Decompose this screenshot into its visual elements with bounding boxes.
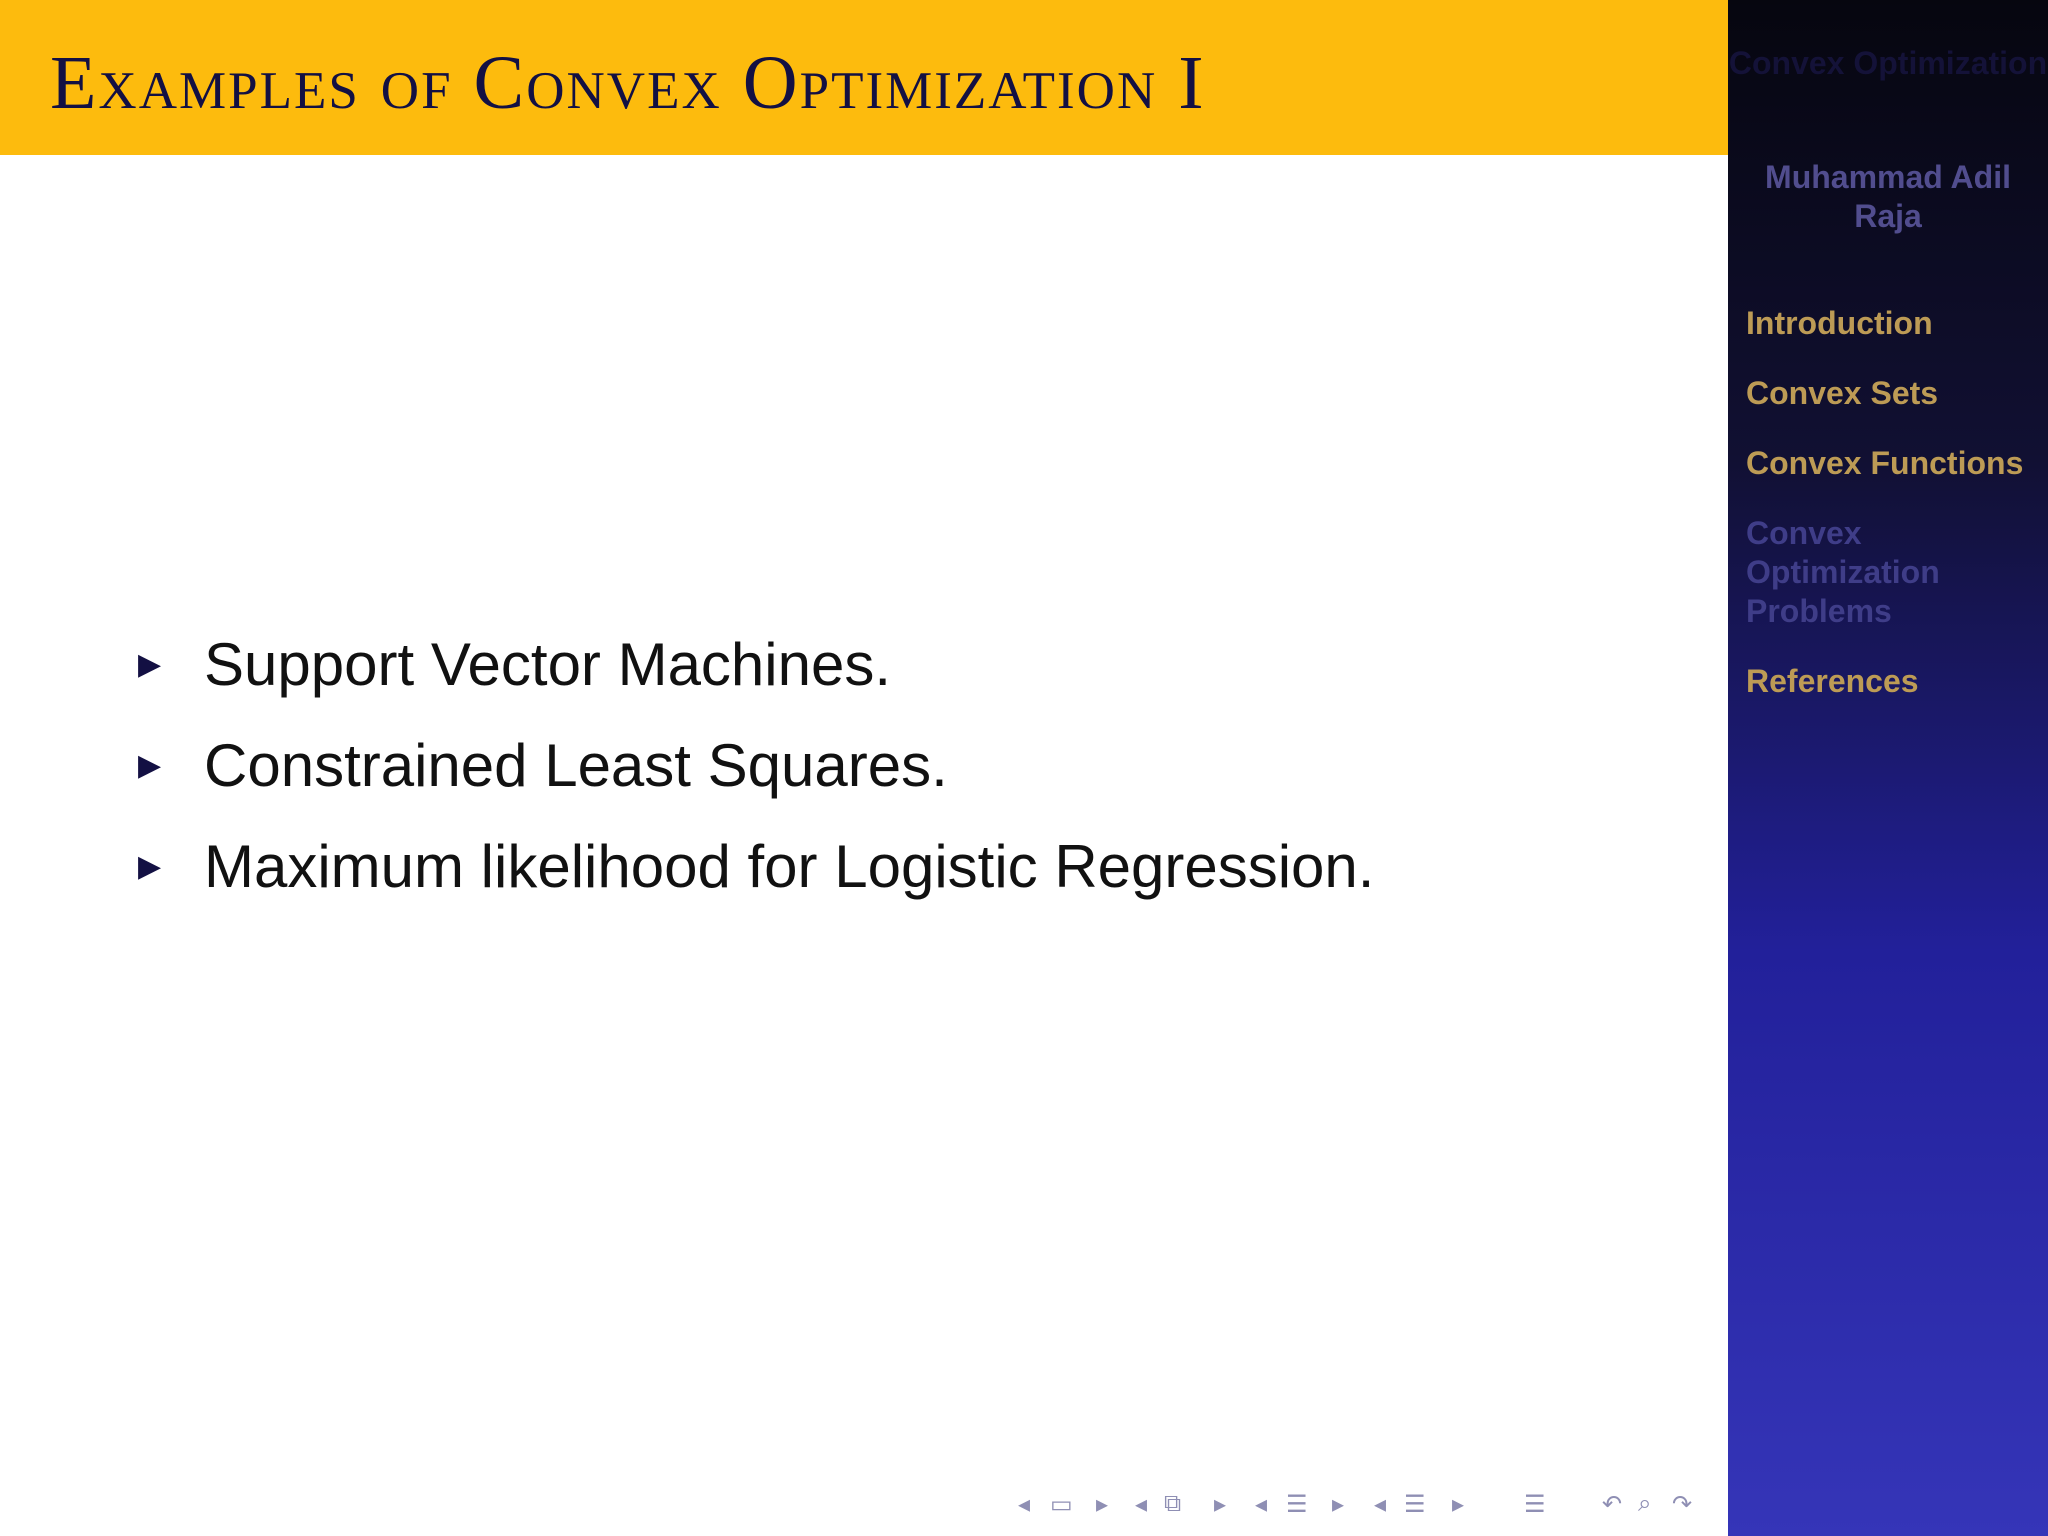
title-bar [0,0,1728,155]
author-name[interactable]: Muhammad Adil Raja [1765,159,2011,234]
bullet-triangle-icon: ▶ [138,850,162,883]
search-icon[interactable]: ⌕ [1638,1490,1652,1517]
bullet-list [138,614,1374,917]
slide-title: Examples of Convex Optimization I [50,41,1206,125]
bullet-triangle-icon: ▶ [138,749,162,782]
sidebar-item-convex-optimization-problems[interactable]: Convex Optimization Problems [1746,515,1940,629]
arrow-left-icon[interactable]: ◂ [1018,1491,1031,1518]
sidebar-item-convex-functions[interactable]: Convex Functions [1746,445,2024,481]
bullet-text: Constrained Least Squares. [204,732,948,799]
subsection-frames-icon[interactable]: ⧉ [1164,1490,1182,1517]
back-icon[interactable]: ↶ [1602,1491,1623,1518]
section-nav [1746,304,2036,732]
sidebar [1728,0,2048,1536]
outline-icon[interactable]: ☰ [1524,1491,1546,1518]
arrow-right-icon[interactable]: ▸ [1452,1491,1465,1518]
arrow-left-icon[interactable]: ◂ [1135,1491,1148,1518]
slide-frame-icon[interactable]: ▭ [1050,1491,1073,1518]
sidebar-item-introduction[interactable]: Introduction [1746,305,1933,341]
sidebar-item-references[interactable]: References [1746,663,1919,699]
bullet-triangle-icon: ▶ [138,648,162,681]
arrow-right-icon[interactable]: ▸ [1332,1491,1345,1518]
presentation-title[interactable]: Convex Optimization [1728,45,2048,81]
arrow-left-icon[interactable]: ◂ [1374,1491,1387,1518]
list-item [138,816,1374,917]
sidebar-item-convex-sets[interactable]: Convex Sets [1746,375,1939,411]
list-item [138,614,1374,715]
bullet-text: Maximum likelihood for Logistic Regression. [204,833,1375,900]
bullet-text: Support Vector Machines. [204,631,892,698]
arrow-right-icon[interactable]: ▸ [1214,1491,1227,1518]
forward-icon[interactable]: ↷ [1672,1491,1693,1518]
arrow-right-icon[interactable]: ▸ [1096,1491,1109,1518]
section-icon[interactable]: ☰ [1286,1491,1308,1518]
document-icon[interactable]: ☰ [1404,1491,1426,1518]
navigation-bar [1010,1490,1710,1520]
arrow-left-icon[interactable]: ◂ [1255,1491,1268,1518]
list-item [138,715,1374,816]
